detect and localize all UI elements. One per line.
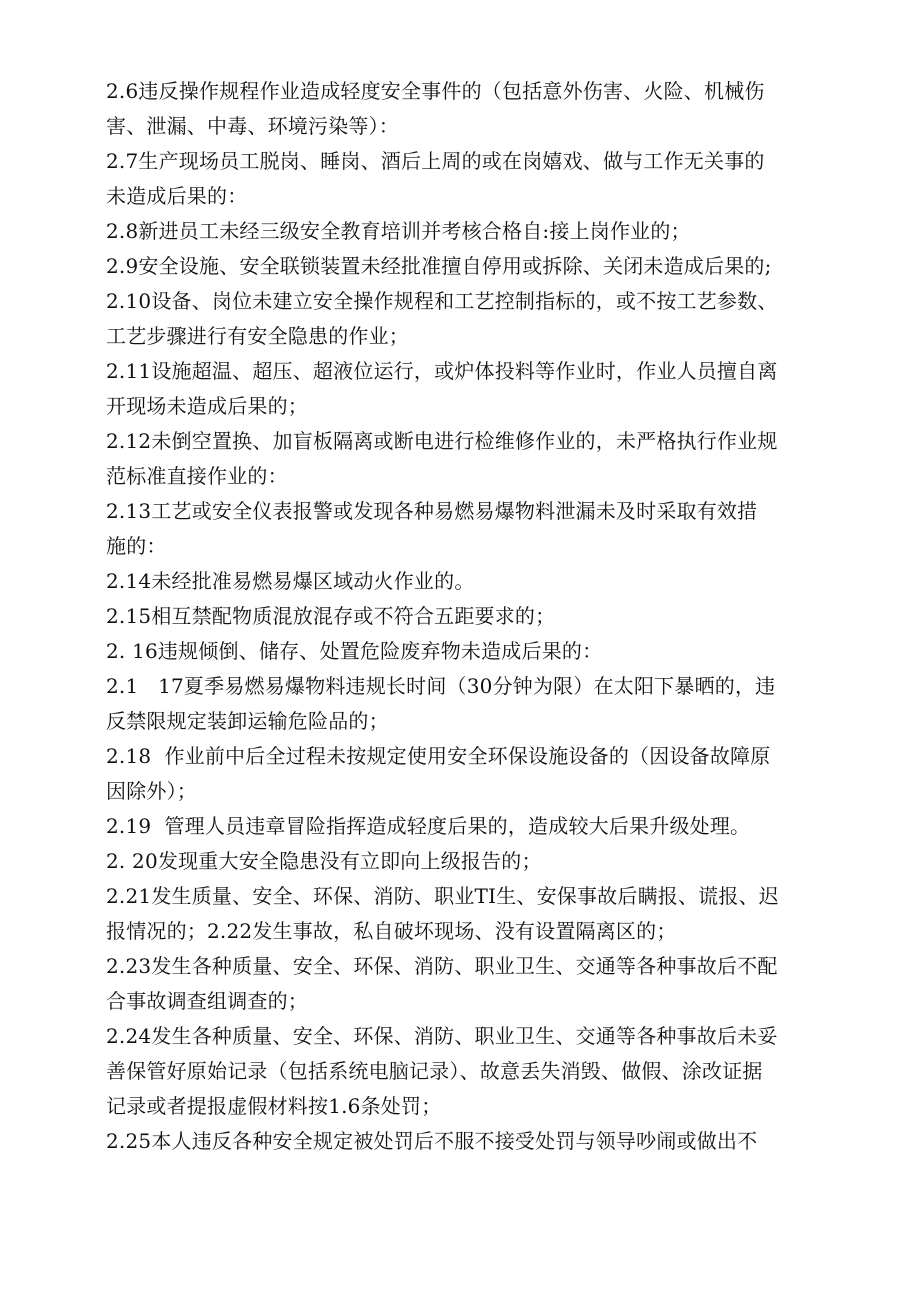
text-line: 2.19 管理人员违章冒险指挥造成轻度后果的，造成较大后果升级处理。: [106, 814, 751, 838]
document-body: [106, 74, 820, 1159]
text-line: 2.12未倒空置换、加盲板隔离或断电进行检维修作业的，未严格执行作业规: [106, 429, 778, 453]
text-line: 2. 20发现重大安全隐患没有立即向上级报告的；: [106, 849, 542, 873]
text-line: 2.18 作业前中后全过程未按规定使用安全环保设施设备的（因设备故障原: [106, 744, 771, 768]
text-line: 因除外）；: [106, 779, 197, 803]
text-line: 2.11设施超温、超压、超液位运行，或炉体投料等作业时，作业人员擅自离: [106, 359, 778, 383]
text-line: 施的：: [106, 534, 167, 558]
text-line: 合事故调查组调查的；: [106, 989, 308, 1013]
text-line: 2.23发生各种质量、安全、环保、消防、职业卫生、交通等各种事故后不配: [106, 954, 778, 978]
text-line: 记录或者提报虚假材料按1.6条处罚；: [106, 1094, 442, 1118]
text-line: 2.14未经批准易燃易爆区域动火作业的。: [106, 569, 475, 593]
text-line: 报情况的；2.22发生事故，私自破坏现场、没有设置隔离区的；: [106, 919, 677, 943]
text-line: 善保管好原始记录（包括系统电脑记录）、故意丢失消毁、做假、涂改证据: [106, 1059, 763, 1083]
text-line: 2.10设备、岗位未建立安全操作规程和工艺控制指标的，或不按工艺参数、: [106, 289, 778, 313]
text-line: 未造成后果的：: [106, 184, 248, 208]
text-line: 2.25本人违反各种安全规定被处罚后不服不接受处罚与领导吵闹或做出不: [106, 1129, 758, 1153]
text-line: 2.6违反操作规程作业造成轻度安全事件的（包括意外伤害、火险、机械伤: [106, 79, 765, 103]
text-line: 2.15相互禁配物质混放混存或不符合五距要求的；: [106, 604, 556, 628]
text-line: 2.9安全设施、安全联锁装置未经批准擅自停用或拆除、关闭未造成后果的;: [106, 254, 772, 278]
text-line: 害、泄漏、中毒、环境污染等）：: [106, 114, 399, 138]
text-line: 2.1 17夏季易燃易爆物料违规长时间（30分钟为限）在太阳下暴晒的，违: [106, 674, 776, 698]
text-line: 2.21发生质量、安全、环保、消防、职业TI生、安保事故后瞒报、谎报、迟: [106, 884, 779, 908]
text-line: 2. 16违规倾倒、储存、处置危险废弃物未造成后果的：: [106, 639, 603, 663]
text-line: 2.7生产现场员工脱岗、睡岗、酒后上周的或在岗嬉戏、做与工作无关事的: [106, 149, 765, 173]
text-line: 工艺步骤进行有安全隐患的作业；: [106, 324, 409, 348]
text-line: 2.24发生各种质量、安全、环保、消防、职业卫生、交通等各种事故后未妥: [106, 1024, 778, 1048]
text-line: 范标准直接作业的：: [106, 464, 288, 488]
text-line: 2.8新进员工未经三级安全教育培训并考核合格自:接上岗作业的；: [106, 219, 691, 243]
text-line: 开现场未造成后果的；: [106, 394, 308, 418]
text-line: 2.13工艺或安全仪表报警或发现各种易燃易爆物料泄漏未及时采取有效措: [106, 499, 758, 523]
text-line: 反禁限规定装卸运输危险品的；: [106, 709, 389, 733]
